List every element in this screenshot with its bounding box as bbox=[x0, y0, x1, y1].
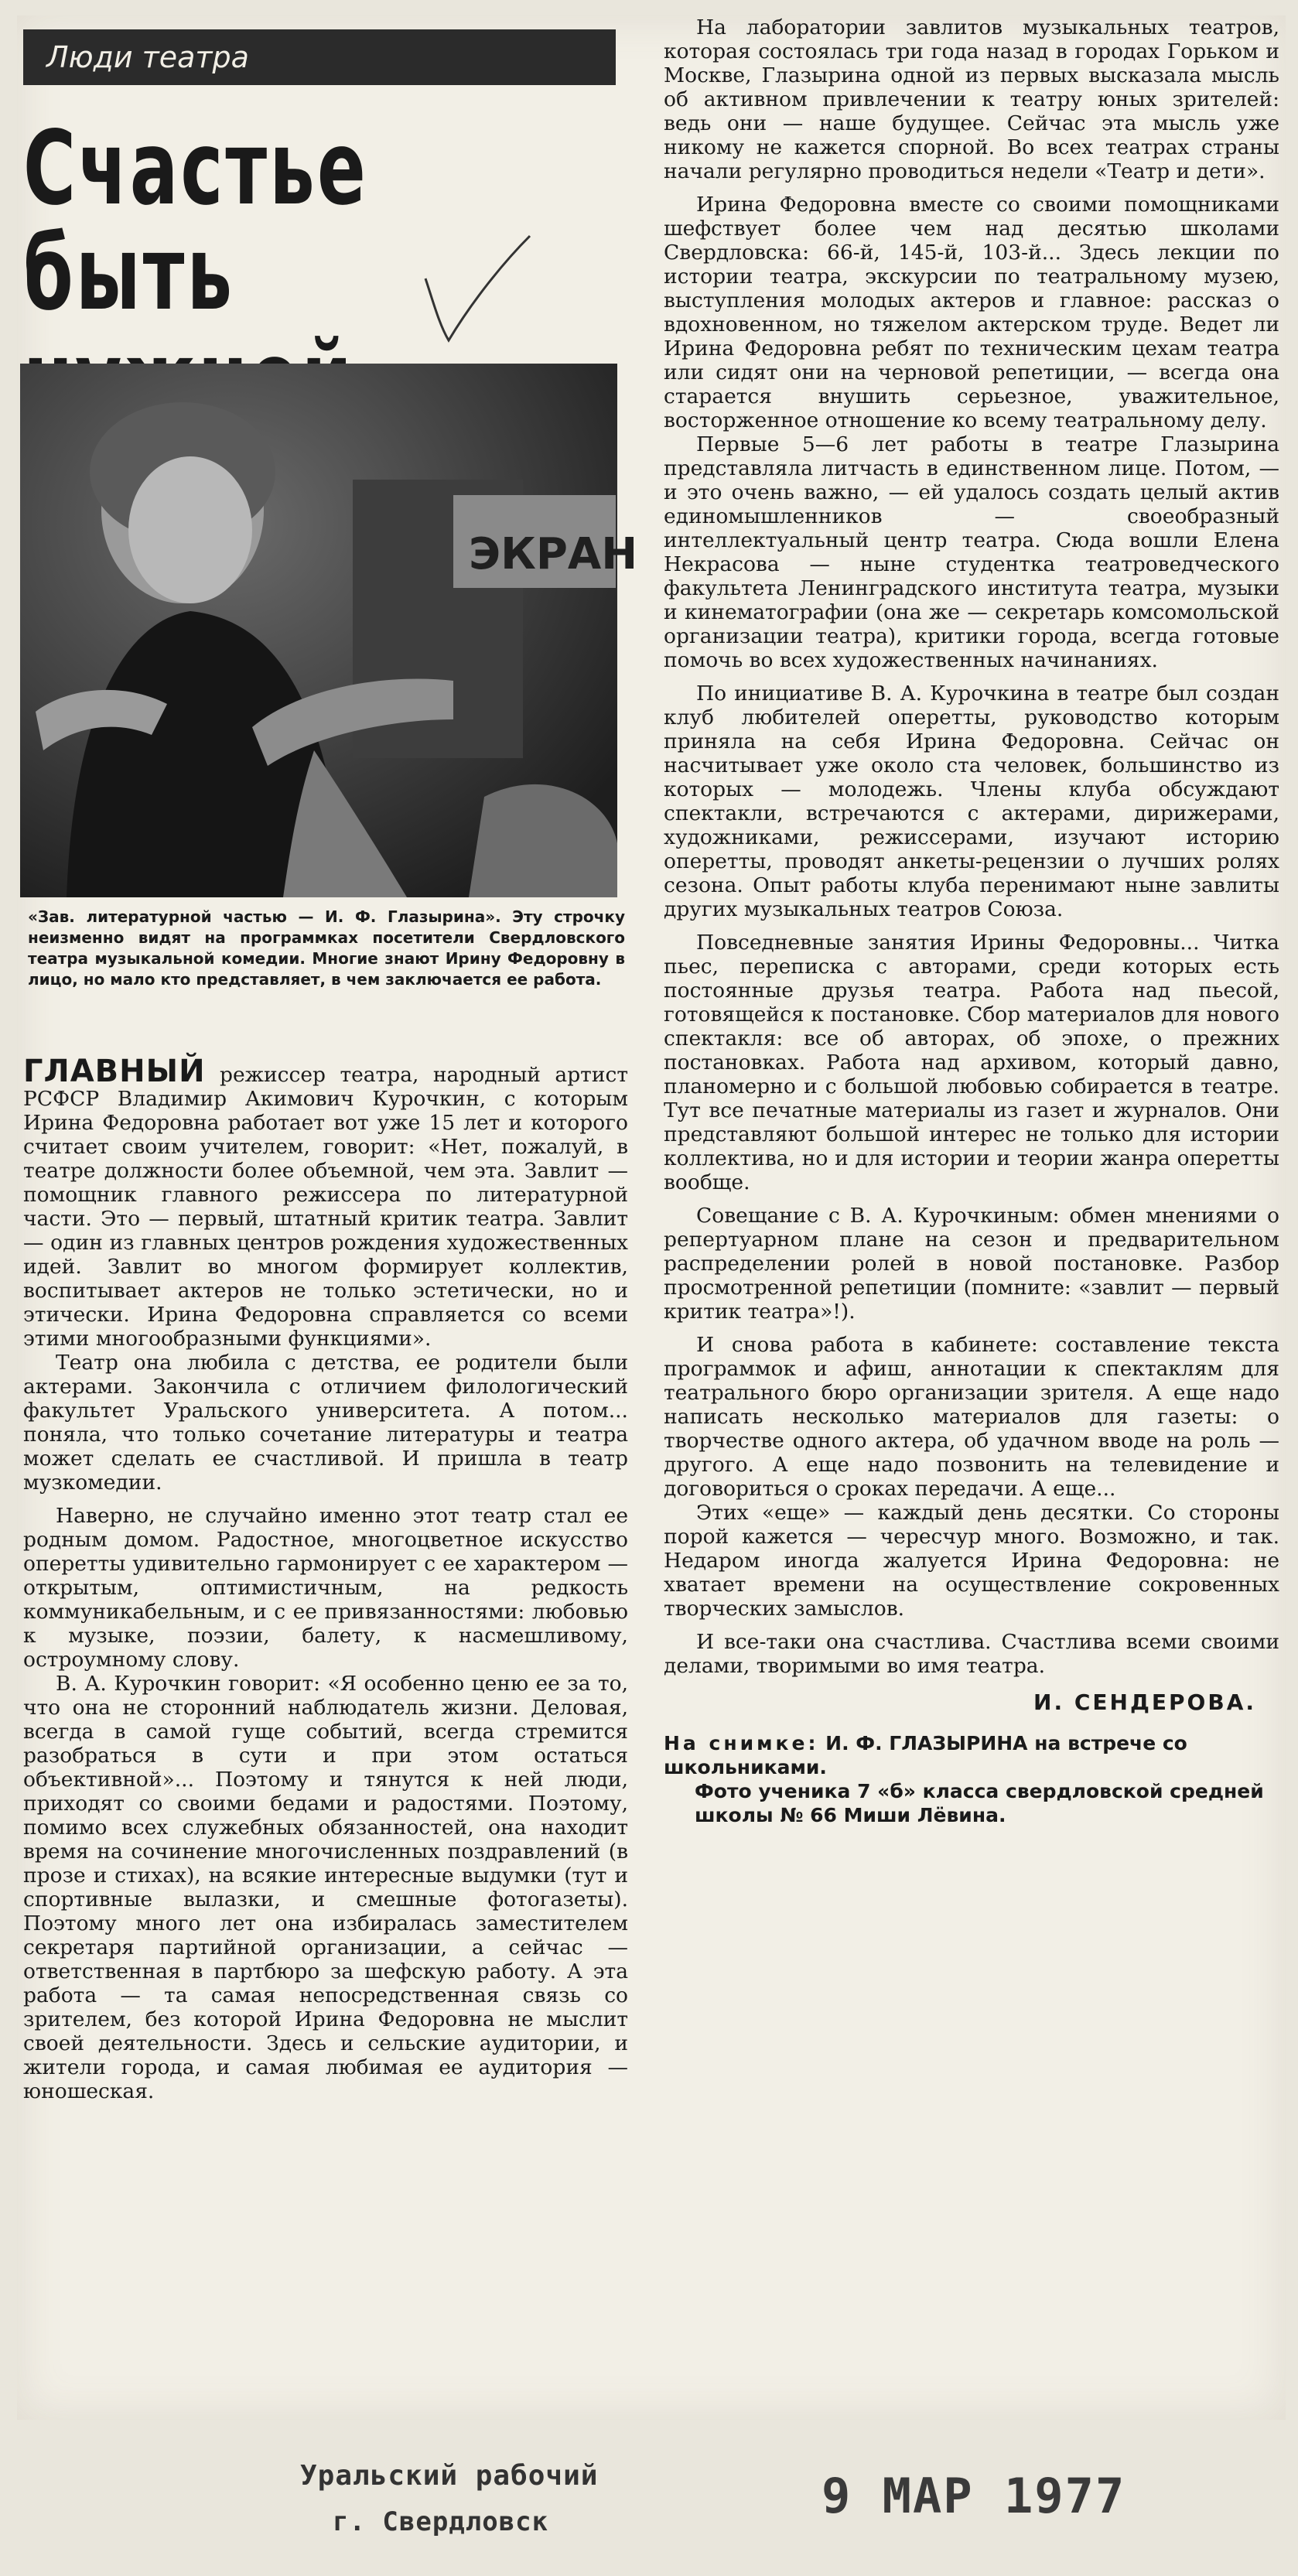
article-paragraph: Повседневные занятия Ирины Федоровны... Читка пьес, переписка с авторами, среди которых есть постоянные друзья театра. Работа над пьесой, готовящейся к постановке. Сбор материалов для нового спектакля: все об авторах, об эпохе, о прежних постановках. Работа над архивом, который давно, планомерно и с большой любовью собирается в театре. Тут все печатные материалы из газет и журналов. Они представляют большой интерес не только для истории коллектива, но и для истории и теории жанра оперетты вообще. bbox=[664, 931, 1279, 1194]
handwritten-checkmark bbox=[418, 232, 534, 348]
article-paragraph: Ирина Федоровна вместе со своими помощниками шефствует более чем над десятью школами Свердловска: 66-й, 145-й, 103-й... Здесь лекции по истории театра, экскурсии по театральному музею, выступления молодых актеров и главное: рассказ о вдохновенном, но тяжелом актерском труде. Ведет ли Ирина Федоровна ребят по техническим цехам театра или сидят они на черновой репетиции, — всегда она старается внушить серьезное, уважительное, восторженное отношение ко всему театральному делу. bbox=[664, 193, 1279, 432]
date-stamp: 9 МАР 1977 bbox=[821, 2468, 1126, 2524]
article-paragraph: Этих «еще» — каждый день десятки. Со стороны порой кажется — чересчур много. Возможно, и так. Недаром иногда жалуется Ирина Федоровна: не хватает времени на осуществление сокровенных творческих замыслов. bbox=[664, 1501, 1279, 1621]
article-paragraph: Совещание с В. А. Курочкиным: обмен мнениями о репертуарном плане на сезон и предварительном распределении ролей в новой постановке. Разбор просмотренной репетиции (помните: «завлит — первый критик театра»!). bbox=[664, 1204, 1279, 1324]
photo-note-text: И. Ф. ГЛАЗЫРИНА на встрече со школьниками. bbox=[664, 1732, 1187, 1778]
lead-paragraph-text: режиссер театра, народный артист РСФСР Владимир Акимович Курочкин, с которым Ирина Федоровна работает вот уже 15 лет и которого считает своим учителем, говорит: «Нет, пожалуй, в театре должности более объемной, чем эта. Завлит — помощник главного режиссера по литературной части. Это — первый, штатный критик театра. Завлит — один из главных центров рождения художественных идей. Завлит во многом формирует коллектив, воспитывает актеров не только эстетически, но и этически. Ирина Федоровна справляется со всеми этими многообразными функциями». bbox=[23, 1063, 628, 1351]
article-paragraph: На лаборатории завлитов музыкальных театров, которая состоялась три года назад в городах Горьком и Москве, Глазырина одной из первых высказала мысль об активном привлечении к театру юных зрителей: ведь они — наше будущее. Сейчас эта мысль уже никому не кажется спорной. Во всех театрах страны начали регулярно проводиться недели «Театр и дети». bbox=[664, 15, 1279, 183]
left-column bbox=[23, 1054, 628, 2103]
city-stamp: г. Свердловск bbox=[333, 2506, 549, 2537]
photo-note-label: На снимке: bbox=[664, 1732, 819, 1754]
article-paragraph: Первые 5—6 лет работы в театре Глазырина представляла литчасть в единственном лице. Потом, — и это очень важно, — ей удалось создать целый актив единомышленников — своеобразный интеллектуальный центр театра. Сюда вошли Елена Некрасова — ныне студентка театроведческого факультета Ленинградского института театра, музыки и кинематографии (она же — секретарь комсомольской организации театра), критики города, всегда готовые помочь во всех художественных начинаниях. bbox=[664, 432, 1279, 672]
photo-caption: «Зав. литературной частью — И. Ф. Глазырина». Эту строчку неизменно видят на программках посетители Свердловского театра музыкальной комедии. Многие знают Ирину Федоровну в лицо, но мало кто представляет, в чем заключается ее работа. bbox=[28, 907, 625, 989]
article-photo bbox=[20, 364, 638, 897]
article-paragraph: По инициативе В. А. Курочкина в театре был создан клуб любителей оперетты, руководство которым приняла на себя Ирина Федоровна. Сейчас он насчитывает уже около ста человек, большинство из которых — молодежь. Члены клуба обсуждают спектакли, встречаются с актерами, дирижерами, художниками, режиссерами, изучают историю оперетты, проводят анкеты-рецензии о лучших ролях сезона. Опыт работы клуба перенимают ныне завлиты других музыкальных театров Союза. bbox=[664, 682, 1279, 921]
lead-paragraph bbox=[23, 1054, 628, 1351]
right-column bbox=[664, 15, 1279, 1827]
article-paragraph: Наверно, не случайно именно этот театр стал ее родным домом. Радостное, многоцветное искусство оперетты удивительно гармонирует с ее характером — открытым, оптимистичным, на редкость коммуникабельным, и с ее привязанностями: любовью к музыке, поэзии, балету, к насмешливому, остроумному слову. bbox=[23, 1504, 628, 1672]
rubric-banner: Люди театра bbox=[23, 29, 616, 85]
headline-line-1: Счастье быть bbox=[23, 109, 368, 333]
article-paragraph: И все-таки она счастлива. Счастлива всеми своими делами, творимыми во имя театра. bbox=[664, 1630, 1279, 1678]
author-byline: И. СЕНДЕРОВА. bbox=[1033, 1689, 1256, 1715]
article-paragraph: И снова работа в кабинете: составление текста программок и афиш, аннотации к спектаклям для театрального бюро организации зрителя. А еще надо написать несколько материалов для газеты: о творчестве одного актера, об удачном вводе на роль — другого. А еще надо позвонить на телевидение и договориться о сроках передачи. А еще... bbox=[664, 1333, 1279, 1501]
photo-sign: ЭКРАН bbox=[469, 529, 638, 579]
photo-credit: Фото ученика 7 «б» класса свердловской средней школы № 66 Миши Лёвина. bbox=[695, 1780, 1264, 1826]
article-paragraph: В. А. Курочкин говорит: «Я особенно ценю ее за то, что она не сторонний наблюдатель жизни. Деловая, всегда в самой гуще событий, всегда стремится разобраться в сути и при этом остаться объективной»... Поэтому и тянутся к ней люди, приходят со своими бедами и радостями. Поэтому, помимо всех служебных обязанностей, она находит время на сочинение многочисленных поздравлений (в прозе и стихах), на всякие интересные выдумки (тут и спортивные вылазки, и смешные фотогазеты). Поэтому много лет она избиралась заместителем секретаря партийной организации, а сейчас — ответственная в партбюро за шефскую работу. А эта работа — та самая непосредственная связь со зрителем, без которой Ирина Федоровна не мыслит своей деятельности. Здесь и сельские аудитории, и жители города, и самая любимая ее аудитория — юношеская. bbox=[23, 1672, 628, 2103]
dropcap-word: ГЛАВНЫЙ bbox=[23, 1054, 206, 1089]
article-paragraph: Театр она любила с детства, ее родители были актерами. Закончила с отличием филологический факультет Уральского университета. А потом... поняла, что только сочетание литературы и театра может сделать ее счастливой. И пришла в театр музкомедии. bbox=[23, 1351, 628, 1495]
photo-image bbox=[20, 364, 638, 897]
newspaper-name-stamp: Уральский рабочий bbox=[300, 2460, 599, 2492]
photo-note bbox=[664, 1731, 1279, 1827]
